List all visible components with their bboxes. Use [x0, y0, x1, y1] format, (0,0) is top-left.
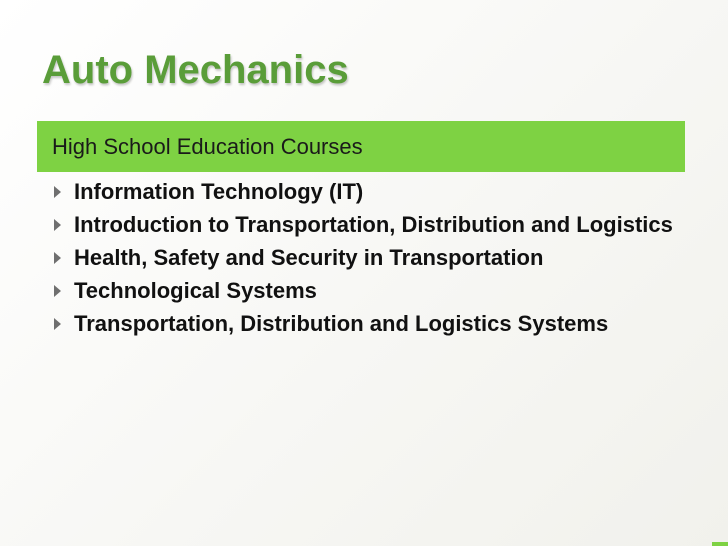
bullet-item [52, 176, 692, 207]
bullet-text: Information Technology (IT) [74, 179, 364, 204]
slide-title: Auto Mechanics [42, 48, 349, 92]
triangle-right-icon [54, 252, 61, 264]
triangle-right-icon [54, 219, 61, 231]
bullet-item [52, 275, 692, 306]
bullet-text: Transportation, Distribution and Logistics Systems [74, 311, 609, 336]
bullet-item [52, 242, 692, 273]
bullet-item [52, 308, 692, 339]
corner-accent-mark [712, 542, 728, 546]
subtitle-text: High School Education Courses [52, 133, 363, 159]
triangle-right-icon [54, 186, 61, 198]
bullet-text: Introduction to Transportation, Distribution and Logistics [74, 212, 673, 237]
triangle-right-icon [54, 285, 61, 297]
triangle-right-icon [54, 318, 61, 330]
bullet-list [52, 176, 692, 341]
bullet-item [52, 209, 692, 240]
bullet-text: Technological Systems [74, 278, 317, 303]
subtitle-bar [37, 121, 685, 172]
bullet-text: Health, Safety and Security in Transportation [74, 245, 544, 270]
